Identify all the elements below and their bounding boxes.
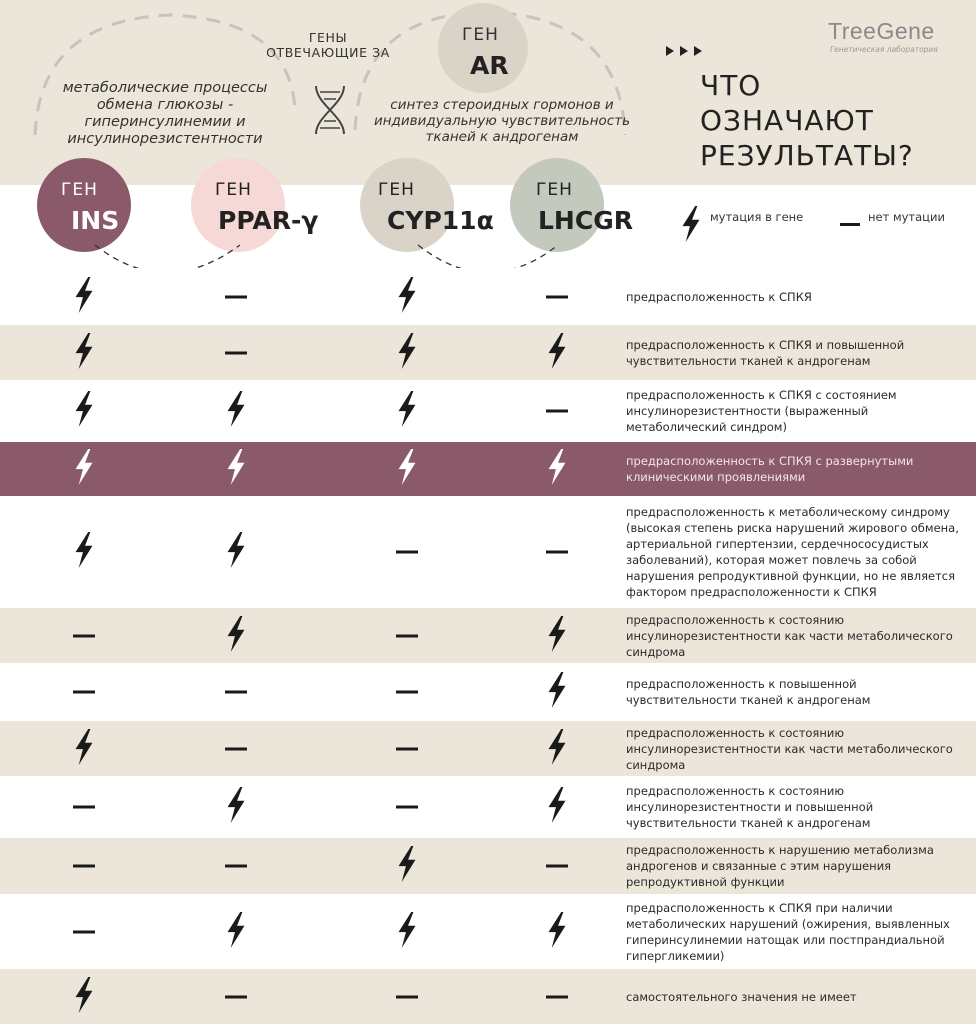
logo-text: TreeGene <box>828 18 935 44</box>
table-row <box>0 838 976 894</box>
gene-ar-prefix: ГЕН <box>462 25 499 45</box>
gene-ar-name: AR <box>470 51 509 80</box>
dash-mark <box>546 410 568 413</box>
lightning-icon <box>546 616 568 656</box>
legend-no-mutation-label: нет мутации <box>868 210 945 224</box>
dash-icon <box>73 691 95 694</box>
dash-mark <box>225 865 247 868</box>
gene-ppar-name: PPAR-γ <box>218 206 319 235</box>
dash-mark <box>396 551 418 554</box>
table-row <box>0 721 976 776</box>
genes-responsible-label: ГЕНЫ ОТВЕЧАЮЩИЕ ЗА <box>266 30 390 60</box>
gene-ppar-prefix: ГЕН <box>215 180 252 200</box>
row-description: предрасположенность к метаболическому синдрому (высокая степень риска нарушений жирового обмена, артериальной гипертензии, сердечнососудистых заболеваний), которая может повлечь за собой нарушения репродуктивной функции, но не является фактором предрасположенности к СПКЯ <box>626 505 959 599</box>
lightning-icon <box>396 912 418 952</box>
steroid-description: синтез стероидных гормонов и индивидуальную чувствительность тканей к андрогенам <box>373 97 631 145</box>
lightning-icon <box>225 449 247 489</box>
legend-lightning-icon <box>680 206 702 242</box>
gene-lhcgr-name: LHCGR <box>538 206 633 235</box>
dash-mark <box>396 634 418 637</box>
table-row <box>0 380 976 442</box>
lightning-icon <box>73 532 95 572</box>
lightning-icon <box>73 977 95 1017</box>
legend-dash-icon <box>840 223 860 226</box>
dash-mark <box>396 747 418 750</box>
table-row <box>0 442 976 496</box>
lightning-icon <box>396 333 418 373</box>
table-row <box>0 268 976 326</box>
lightning-icon <box>73 277 95 317</box>
dash-mark <box>73 691 95 694</box>
gene-ins-name: INS <box>71 206 120 235</box>
row-description: предрасположенность к СПКЯ при наличии метаболических нарушений (ожирения, выявленных гиперинсулинемии натощак или постпрандиальной гипергликемии) <box>626 900 950 963</box>
table-row <box>0 663 976 721</box>
lightning-icon <box>396 449 418 489</box>
dash-mark <box>225 296 247 299</box>
dash-icon <box>73 806 95 809</box>
title-line-1: ЧТО <box>700 69 762 102</box>
table-row <box>0 496 976 608</box>
dash-icon <box>225 865 247 868</box>
row-description: предрасположенность к СПКЯ с состоянием инсулинорезистентности (выраженный метаболический синдром) <box>626 388 897 434</box>
lightning-icon <box>396 391 418 431</box>
lightning-icon <box>73 449 95 489</box>
gene-lhcgr-prefix: ГЕН <box>536 180 573 200</box>
dash-mark <box>396 995 418 998</box>
metabolic-description: метаболические процессы обмена глюкозы - гиперинсулинемии и инсулинорезистентности <box>62 80 268 147</box>
row-description: предрасположенность к состоянию инсулинорезистентности как части метаболического синдрома <box>626 725 953 772</box>
dash-icon <box>546 995 568 998</box>
lightning-icon <box>546 672 568 712</box>
title-line-3: РЕЗУЛЬТАТЫ? <box>700 139 914 172</box>
legend-mutation-label: мутация в гене <box>710 210 804 224</box>
lightning-icon <box>396 277 418 317</box>
lightning-icon <box>546 449 568 489</box>
dash-icon <box>73 634 95 637</box>
row-description: предрасположенность к состоянию инсулинорезистентности и повышенной чувствительности тканей к андрогенам <box>626 784 874 830</box>
dash-icon <box>225 995 247 998</box>
dash-mark <box>225 691 247 694</box>
lightning-icon <box>546 333 568 373</box>
dash-mark <box>225 995 247 998</box>
dash-icon <box>546 551 568 554</box>
table-row <box>0 608 976 663</box>
dash-icon <box>396 691 418 694</box>
lightning-icon <box>225 391 247 431</box>
dash-icon <box>396 634 418 637</box>
lightning-icon <box>73 333 95 373</box>
gene-connector-lines <box>0 0 976 290</box>
row-description: предрасположенность к СПКЯ и повышенной чувствительности тканей к андрогенам <box>626 337 905 368</box>
row-description: предрасположенность к СПКЯ с развернутыми клиническими проявлениями <box>626 454 914 484</box>
dash-mark <box>73 634 95 637</box>
dash-mark <box>546 296 568 299</box>
dash-mark <box>73 806 95 809</box>
lightning-icon <box>73 729 95 769</box>
gene-cyp11-name: CYP11α <box>387 206 494 235</box>
table-row <box>0 325 976 380</box>
row-description: предрасположенность к повышенной чувствительности тканей к андрогенам <box>626 677 871 707</box>
dash-icon <box>225 747 247 750</box>
dash-icon <box>225 691 247 694</box>
dash-mark <box>73 865 95 868</box>
gene-ins-prefix: ГЕН <box>61 180 98 200</box>
dash-icon <box>73 865 95 868</box>
row-description: предрасположенность к СПКЯ <box>626 290 812 304</box>
dash-icon <box>396 747 418 750</box>
dash-mark <box>396 806 418 809</box>
lightning-icon <box>546 787 568 827</box>
dash-mark <box>546 865 568 868</box>
lightning-icon <box>225 912 247 952</box>
lightning-icon <box>546 912 568 952</box>
lightning-icon <box>73 391 95 431</box>
lightning-icon <box>225 532 247 572</box>
lightning-icon <box>225 787 247 827</box>
dash-icon <box>225 351 247 354</box>
row-description: самостоятельного значения не имеет <box>626 989 857 1004</box>
dash-icon <box>396 806 418 809</box>
dash-mark <box>396 691 418 694</box>
row-description: предрасположенность к состоянию инсулинорезистентности как части метаболического синдрома <box>626 612 953 659</box>
title-line-2: ОЗНАЧАЮТ <box>700 104 874 137</box>
logo-subtitle: Генетическая лаборатория <box>830 45 938 54</box>
dash-icon <box>396 551 418 554</box>
lightning-icon <box>225 616 247 656</box>
table-row <box>0 776 976 838</box>
dash-icon <box>546 410 568 413</box>
dash-mark <box>225 747 247 750</box>
table-row <box>0 894 976 969</box>
dash-icon <box>396 995 418 998</box>
dash-icon <box>73 930 95 933</box>
gene-cyp11-prefix: ГЕН <box>378 180 415 200</box>
lightning-icon <box>546 729 568 769</box>
dash-icon <box>546 296 568 299</box>
dash-icon <box>225 296 247 299</box>
lightning-icon <box>396 846 418 886</box>
dash-mark <box>546 551 568 554</box>
dash-mark <box>73 930 95 933</box>
row-description: предрасположенность к нарушению метаболизма андрогенов и связанные с этим нарушения репродуктивной функции <box>626 843 934 889</box>
dash-icon <box>546 865 568 868</box>
dash-mark <box>225 351 247 354</box>
table-row <box>0 969 976 1024</box>
dash-mark <box>546 995 568 998</box>
